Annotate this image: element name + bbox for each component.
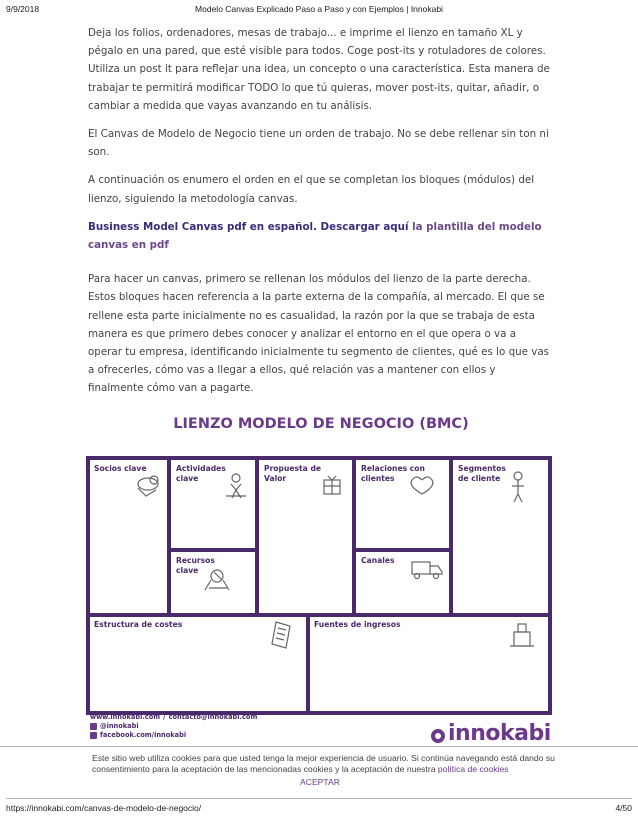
print-title: Modelo Canvas Explicado Paso a Paso y con Ejemplos | Innokabi: [195, 4, 443, 14]
innokabi-logo: [431, 721, 551, 746]
label-relaciones-clientes: Relaciones con clientes: [361, 464, 425, 483]
label-fuentes-ingresos: Fuentes de ingresos: [314, 620, 401, 629]
label-recursos-clave: Recursos clave: [176, 556, 215, 575]
download-link[interactable]: [88, 218, 550, 254]
credit-web-line: [90, 713, 257, 722]
bmc-title: LIENZO MODELO DE NEGOCIO (BMC): [173, 416, 469, 432]
print-date: 9/9/2018: [6, 4, 40, 14]
download-link-strong[interactable]: Business Model Canvas pdf en español. Descargar aquí: [88, 220, 409, 233]
label-socios-clave: Socios clave: [94, 464, 147, 473]
print-header: [6, 4, 632, 18]
cookie-message: Este sitio web utiliza cookies para que usted tenga la mejor experiencia de usuario. Si continúa navegando está dando su consentimiento para la aceptación de las mencionadas cookies y la aceptación de nuestra: [92, 753, 555, 774]
credit-email: contacto@innokabi.com: [168, 713, 258, 721]
article-body: [88, 24, 550, 408]
logo-ring-icon: [431, 729, 445, 743]
bmc-figure: [86, 410, 556, 746]
credit-facebook-line: [90, 731, 257, 740]
gift-icon: [324, 476, 340, 494]
label-actividades-clave: Actividades clave: [176, 464, 226, 483]
bmc-outer-frame: [88, 458, 550, 713]
label-canales: Canales: [361, 556, 395, 565]
handshake-icon: [138, 476, 158, 496]
cookie-banner: [0, 746, 638, 795]
cookie-policy-link[interactable]: política de cookies: [437, 763, 509, 774]
paragraph-post-its: Deja los folios, ordenadores, mesas de trabajo... e imprime el lienzo en tamaño XL y pégalo en una pared, que esté visible para todos. Coge post-its y rotuladores de colores. Utiliza un post it para reflejar una idea, un concepto o una característica. Esta manera de trabajar te permitirá modificar TODO lo que tú quieras, mover post-its, quitar, añadir, o cambiar a medida que vayas avanzando en tu análisis.: [88, 27, 550, 112]
bmc-credits: [90, 713, 257, 740]
page-number: 4/50: [615, 803, 632, 813]
cookie-accept-button[interactable]: ACEPTAR: [300, 777, 340, 787]
download-link-text[interactable]: la plantilla del modelo canvas en pdf: [88, 220, 542, 252]
credit-twitter: @innokabi: [100, 722, 139, 730]
receipt-icon: [272, 622, 290, 648]
bmc-grid: [86, 410, 556, 746]
paragraph-enumeration: A continuación os enumero el orden en el que se completan los bloques (módulos) del lienzo, siguiendo la metodología canvas.: [88, 174, 535, 205]
label-propuesta-valor: Propuesta de Valor: [264, 464, 322, 483]
print-footer: [6, 798, 632, 819]
label-estructura-costes: Estructura de costes: [94, 620, 183, 629]
credit-separator: /: [163, 713, 166, 721]
facebook-icon: [90, 732, 97, 739]
label-segmentos-cliente: Segmentos de cliente: [458, 464, 506, 483]
credit-twitter-line: [90, 722, 257, 731]
cash-register-icon: [510, 624, 534, 646]
paragraph-order: El Canvas de Modelo de Negocio tiene un orden de trabajo. No se debe rellenar sin ton ni son.: [88, 128, 549, 159]
credit-facebook: facebook.com/innokabi: [100, 731, 187, 739]
paragraph-right-side: Para hacer un canvas, primero se rellenan los módulos del lienzo de la parte derecha. Estos bloques hacen referencia a la parte externa de la compañía, al mercado. El que se rellene esta parte inicialmente no es casualidad, la razón por la que se trabaja de esta manera es que primero debes conocer y analizar el entorno en el que opera o va a operar tu empresa, identificando inicialmente tu segmento de clientes, qué es lo que vas a ofrecerles, cómo vas a llegar a ellos, qué relación vas a mantener con ellos y finalmente cómo van a pagarte.: [88, 273, 550, 395]
cookie-message-wrap: [92, 753, 562, 774]
credit-web: www.innokabi.com: [90, 713, 161, 721]
logo-text: innokabi: [448, 721, 551, 746]
print-url: https://innokabi.com/canvas-de-modelo-de-negocio/: [6, 803, 202, 813]
twitter-icon: [90, 723, 97, 730]
